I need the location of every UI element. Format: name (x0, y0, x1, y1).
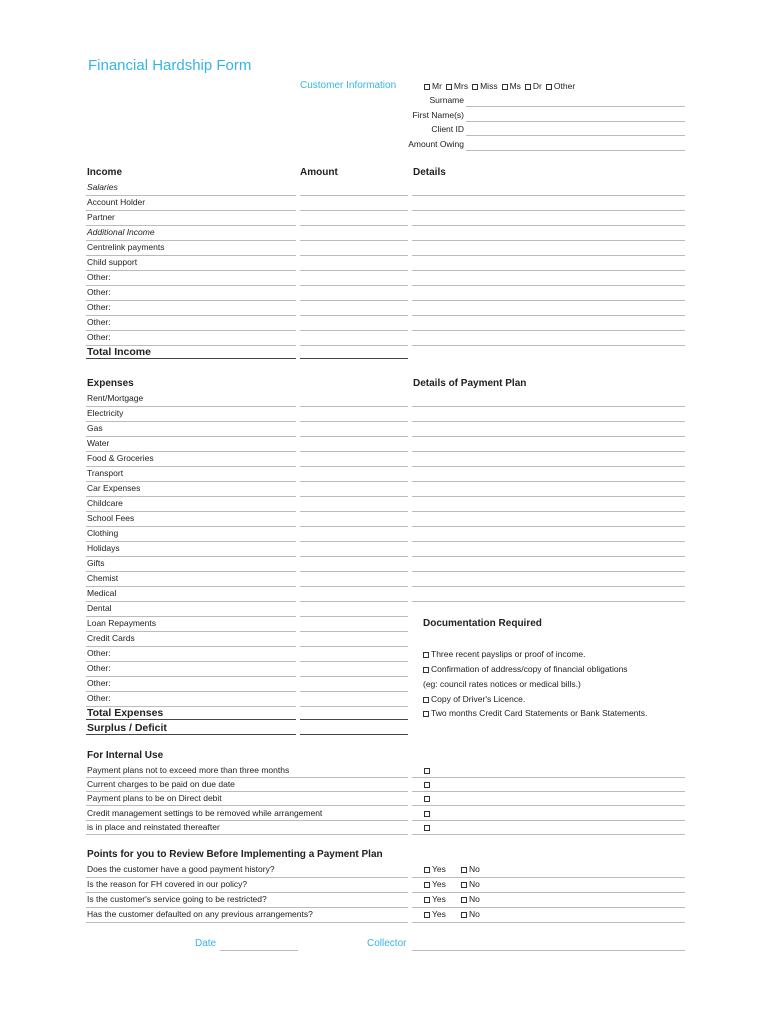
expense-row-line (86, 676, 296, 677)
income-amount-field[interactable] (300, 285, 408, 286)
income-details-field[interactable] (412, 240, 685, 241)
documentation-item (423, 664, 628, 674)
documentation-header: Documentation Required (423, 618, 542, 629)
internal-use-item: is in place and reinstated thereafter (87, 821, 220, 832)
expense-row-label: Other: (87, 678, 111, 688)
internal-check-line (412, 805, 685, 806)
income-details-field[interactable] (412, 210, 685, 211)
income-amount-field[interactable] (300, 270, 408, 271)
income-details-field[interactable] (412, 270, 685, 271)
internal-use-item: Payment plans to be on Direct debit (87, 793, 222, 804)
date-field[interactable] (220, 950, 298, 951)
review-question: Has the customer defaulted on any previous arrangements? (87, 909, 313, 919)
checkbox-icon[interactable] (461, 912, 467, 918)
checkbox-icon[interactable] (472, 84, 478, 90)
income-row-line (86, 210, 296, 211)
expense-amount-field[interactable] (300, 706, 408, 707)
internal-use-line (86, 834, 408, 835)
total-income-field[interactable] (300, 358, 408, 359)
review-question: Is the customer's service going to be restricted? (87, 894, 267, 904)
income-amount-field[interactable] (300, 225, 408, 226)
no-label: No (469, 909, 480, 919)
checkbox-icon[interactable] (424, 84, 430, 90)
expense-row-label: Rent/Mortgage (87, 393, 144, 403)
checkbox-icon[interactable] (525, 84, 531, 90)
payment-plan-header: Details of Payment Plan (413, 378, 527, 389)
total-expenses-field[interactable] (300, 719, 408, 720)
internal-checkbox[interactable] (424, 822, 432, 832)
payment-plan-field[interactable] (412, 571, 685, 572)
surplus-deficit-label: Surplus / Deficit (87, 722, 167, 734)
income-row-line (86, 300, 296, 301)
income-row-label: Additional Income (87, 227, 155, 237)
expense-row-label: Car Expenses (87, 483, 141, 493)
internal-checkbox[interactable] (424, 779, 432, 789)
payment-plan-field[interactable] (412, 541, 685, 542)
internal-use-line (86, 820, 408, 821)
checkbox-icon[interactable] (423, 711, 429, 717)
internal-use-header: For Internal Use (87, 750, 164, 761)
income-row-label: Other: (87, 317, 111, 327)
checkbox-icon[interactable] (424, 825, 430, 831)
income-row-line (86, 315, 296, 316)
internal-use-line (86, 791, 408, 792)
internal-use-line (86, 777, 408, 778)
income-row-line (86, 270, 296, 271)
income-amount-field[interactable] (300, 195, 408, 196)
expenses-header: Expenses (87, 378, 134, 389)
payment-plan-field[interactable] (412, 436, 685, 437)
income-amount-field[interactable] (300, 210, 408, 211)
yes-option[interactable] (424, 864, 446, 874)
documentation-item (423, 694, 525, 704)
income-row-label: Other: (87, 272, 111, 282)
title-option-label: Mrs (453, 81, 469, 91)
documentation-item-label: Two months Credit Card Statements or Bank Statements. (431, 708, 648, 718)
payment-plan-field[interactable] (412, 451, 685, 452)
title-option[interactable] (472, 81, 497, 91)
review-question: Is the reason for FH covered in our policy? (87, 879, 248, 889)
income-row-line (86, 240, 296, 241)
customer-field-label: First Name(s) (412, 109, 464, 120)
expense-amount-field[interactable] (300, 511, 408, 512)
income-amount-field[interactable] (300, 300, 408, 301)
yes-label: Yes (432, 894, 446, 904)
expense-row-label: Water (87, 438, 110, 448)
review-answer-line (412, 907, 685, 908)
expense-row-line (86, 571, 296, 572)
no-option[interactable] (461, 864, 480, 874)
income-details-field[interactable] (412, 330, 685, 331)
total-expenses-line (86, 719, 296, 720)
expense-row-line (86, 556, 296, 557)
internal-use-item: Credit management settings to be removed while arrangement (87, 807, 323, 818)
expense-row-label: Clothing (87, 528, 119, 538)
payment-plan-field[interactable] (412, 586, 685, 587)
customer-field-label: Amount Owing (408, 138, 464, 149)
expense-amount-field[interactable] (300, 541, 408, 542)
customer-field-input[interactable] (466, 106, 685, 107)
yes-option[interactable] (424, 894, 446, 904)
checkbox-icon[interactable] (461, 867, 467, 873)
expense-amount-field[interactable] (300, 661, 408, 662)
yes-label: Yes (432, 879, 446, 889)
title-options (424, 81, 579, 91)
checkbox-icon[interactable] (502, 84, 508, 90)
expense-row-line (86, 691, 296, 692)
checkbox-icon[interactable] (424, 912, 430, 918)
income-row-label: Other: (87, 302, 111, 312)
income-details-field[interactable] (412, 315, 685, 316)
expense-amount-field[interactable] (300, 436, 408, 437)
title-option[interactable] (424, 81, 442, 91)
expense-amount-field[interactable] (300, 631, 408, 632)
income-row-line (86, 225, 296, 226)
internal-check-line (412, 777, 685, 778)
expense-row-label: Credit Cards (87, 633, 135, 643)
review-line (86, 922, 408, 923)
no-option[interactable] (461, 879, 480, 889)
no-label: No (469, 864, 480, 874)
internal-check-line (412, 820, 685, 821)
checkbox-icon[interactable] (424, 882, 430, 888)
expense-row-label: Food & Groceries (87, 453, 154, 463)
checkbox-icon[interactable] (423, 697, 429, 703)
expense-amount-field[interactable] (300, 586, 408, 587)
checkbox-icon[interactable] (423, 667, 429, 673)
expense-row-line (86, 436, 296, 437)
income-row-line (86, 330, 296, 331)
income-row-label: Other: (87, 287, 111, 297)
title-option-label: Ms (509, 81, 521, 91)
checkbox-icon[interactable] (424, 796, 430, 802)
review-line (86, 907, 408, 908)
internal-checkbox[interactable] (424, 765, 432, 775)
income-amount-field[interactable] (300, 345, 408, 346)
expense-row-label: Childcare (87, 498, 123, 508)
documentation-item-label: (eg: council rates notices or medical bills.) (423, 679, 581, 689)
expense-amount-field[interactable] (300, 601, 408, 602)
expense-row-label: Dental (87, 603, 112, 613)
total-income-label: Total Income (87, 346, 151, 358)
internal-use-line (86, 805, 408, 806)
title-option-label: Mr (432, 81, 442, 91)
title-option-label: Other (553, 81, 576, 91)
expense-row-label: Other: (87, 693, 111, 703)
income-row-line (86, 285, 296, 286)
income-row-line (86, 195, 296, 196)
expense-row-line (86, 541, 296, 542)
expense-amount-field[interactable] (300, 526, 408, 527)
form-title: Financial Hardship Form (88, 57, 252, 74)
yes-label: Yes (432, 864, 446, 874)
expense-row-line (86, 466, 296, 467)
internal-use-item: Current charges to be paid on due date (87, 779, 235, 790)
income-row-label: Centrelink payments (87, 242, 165, 252)
income-details-field[interactable] (412, 225, 685, 226)
documentation-item (423, 649, 586, 659)
income-amount-field[interactable] (300, 240, 408, 241)
expense-amount-field[interactable] (300, 451, 408, 452)
checkbox-icon[interactable] (424, 867, 430, 873)
expense-amount-field[interactable] (300, 556, 408, 557)
payment-plan-field[interactable] (412, 496, 685, 497)
details-header: Details (413, 167, 446, 178)
income-header: Income (87, 167, 123, 178)
expense-amount-field[interactable] (300, 496, 408, 497)
income-details-field[interactable] (412, 285, 685, 286)
title-option-label: Dr (532, 81, 542, 91)
payment-plan-field[interactable] (412, 481, 685, 482)
no-label: No (469, 894, 480, 904)
collector-field[interactable] (412, 950, 685, 951)
income-row-label: Account Holder (87, 197, 146, 207)
income-row-label: Child support (87, 257, 138, 267)
yes-label: Yes (432, 909, 446, 919)
date-label: Date (195, 938, 217, 949)
income-details-field[interactable] (412, 255, 685, 256)
expense-row-line (86, 526, 296, 527)
expense-row-line (86, 421, 296, 422)
customer-information-label: Customer Information (300, 80, 397, 91)
review-answer-line (412, 922, 685, 923)
documentation-item-label: Copy of Driver's Licence. (431, 694, 526, 704)
expense-row-label: Loan Repayments (87, 618, 156, 628)
payment-plan-field[interactable] (412, 556, 685, 557)
checkbox-icon[interactable] (424, 811, 430, 817)
no-option[interactable] (461, 894, 480, 904)
expense-row-line (86, 451, 296, 452)
title-option[interactable] (446, 81, 468, 91)
checkbox-icon[interactable] (424, 768, 430, 774)
no-label: No (469, 879, 480, 889)
expense-amount-field[interactable] (300, 466, 408, 467)
income-details-field[interactable] (412, 195, 685, 196)
payment-plan-field[interactable] (412, 406, 685, 407)
income-row-label: Salaries (87, 182, 118, 192)
expense-amount-field[interactable] (300, 421, 408, 422)
expense-row-label: Medical (87, 588, 117, 598)
title-option-label: Miss (480, 81, 498, 91)
expense-amount-field[interactable] (300, 571, 408, 572)
checkbox-icon[interactable] (461, 897, 467, 903)
review-answer-line (412, 892, 685, 893)
expense-row-line (86, 616, 296, 617)
payment-plan-field[interactable] (412, 601, 685, 602)
internal-check-line (412, 791, 685, 792)
expense-row-label: Transport (87, 468, 124, 478)
expense-amount-field[interactable] (300, 481, 408, 482)
internal-check-line (412, 834, 685, 835)
documentation-item (423, 679, 581, 689)
expense-amount-field[interactable] (300, 676, 408, 677)
expense-amount-field[interactable] (300, 691, 408, 692)
expense-row-label: Electricity (87, 408, 124, 418)
internal-checkbox[interactable] (424, 793, 432, 803)
expense-row-label: Holidays (87, 543, 120, 553)
review-line (86, 877, 408, 878)
internal-use-item: Payment plans not to exceed more than three months (87, 765, 290, 775)
payment-plan-field[interactable] (412, 526, 685, 527)
documentation-item (423, 708, 647, 718)
expense-row-label: Other: (87, 663, 111, 673)
expense-row-label: Gas (87, 423, 103, 433)
yes-option[interactable] (424, 909, 446, 919)
customer-field-input[interactable] (466, 121, 685, 122)
expense-row-line (86, 511, 296, 512)
income-details-field[interactable] (412, 345, 685, 346)
checkbox-icon[interactable] (546, 84, 552, 90)
expense-row-line (86, 646, 296, 647)
documentation-item-label: Three recent payslips or proof of income. (431, 649, 586, 659)
expense-amount-field[interactable] (300, 406, 408, 407)
customer-field-label: Client ID (431, 124, 464, 134)
total-expenses-label: Total Expenses (87, 707, 164, 719)
title-option[interactable] (546, 81, 575, 91)
customer-field-input[interactable] (466, 135, 685, 136)
total-income-line (86, 358, 296, 359)
expense-row-line (86, 481, 296, 482)
customer-field-input[interactable] (466, 150, 685, 151)
income-row-label: Partner (87, 212, 115, 222)
title-option[interactable] (525, 81, 542, 91)
customer-field-label: Surname (429, 95, 464, 105)
expense-row-label: Chemist (87, 573, 119, 583)
title-option[interactable] (502, 81, 521, 91)
no-option[interactable] (461, 909, 480, 919)
amount-header: Amount (300, 167, 338, 178)
payment-plan-field[interactable] (412, 511, 685, 512)
expense-amount-field[interactable] (300, 646, 408, 647)
surplus-line (86, 734, 296, 735)
internal-checkbox[interactable] (424, 808, 432, 818)
review-question: Does the customer have a good payment history? (87, 864, 275, 874)
expense-row-line (86, 631, 296, 632)
expense-row-line (86, 601, 296, 602)
expense-row-line (86, 406, 296, 407)
checkbox-icon[interactable] (423, 652, 429, 658)
payment-plan-field[interactable] (412, 466, 685, 467)
review-header: Points for you to Review Before Implementing a Payment Plan (87, 849, 383, 860)
review-answer-line (412, 877, 685, 878)
income-amount-field[interactable] (300, 330, 408, 331)
expense-amount-field[interactable] (300, 616, 408, 617)
income-details-field[interactable] (412, 300, 685, 301)
income-row-label: Other: (87, 332, 111, 342)
expense-row-label: Other: (87, 648, 111, 658)
expense-row-label: Gifts (87, 558, 105, 568)
income-amount-field[interactable] (300, 255, 408, 256)
surplus-field[interactable] (300, 734, 408, 735)
expense-row-line (86, 496, 296, 497)
checkbox-icon[interactable] (424, 897, 430, 903)
collector-label: Collector (367, 938, 407, 949)
expense-row-line (86, 586, 296, 587)
expense-row-line (86, 661, 296, 662)
documentation-item-label: Confirmation of address/copy of financial obligations (431, 664, 628, 674)
income-amount-field[interactable] (300, 315, 408, 316)
expense-row-label: School Fees (87, 513, 135, 523)
yes-option[interactable] (424, 879, 446, 889)
review-line (86, 892, 408, 893)
payment-plan-field[interactable] (412, 421, 685, 422)
checkbox-icon[interactable] (461, 882, 467, 888)
income-row-line (86, 255, 296, 256)
checkbox-icon[interactable] (424, 782, 430, 788)
checkbox-icon[interactable] (446, 84, 452, 90)
